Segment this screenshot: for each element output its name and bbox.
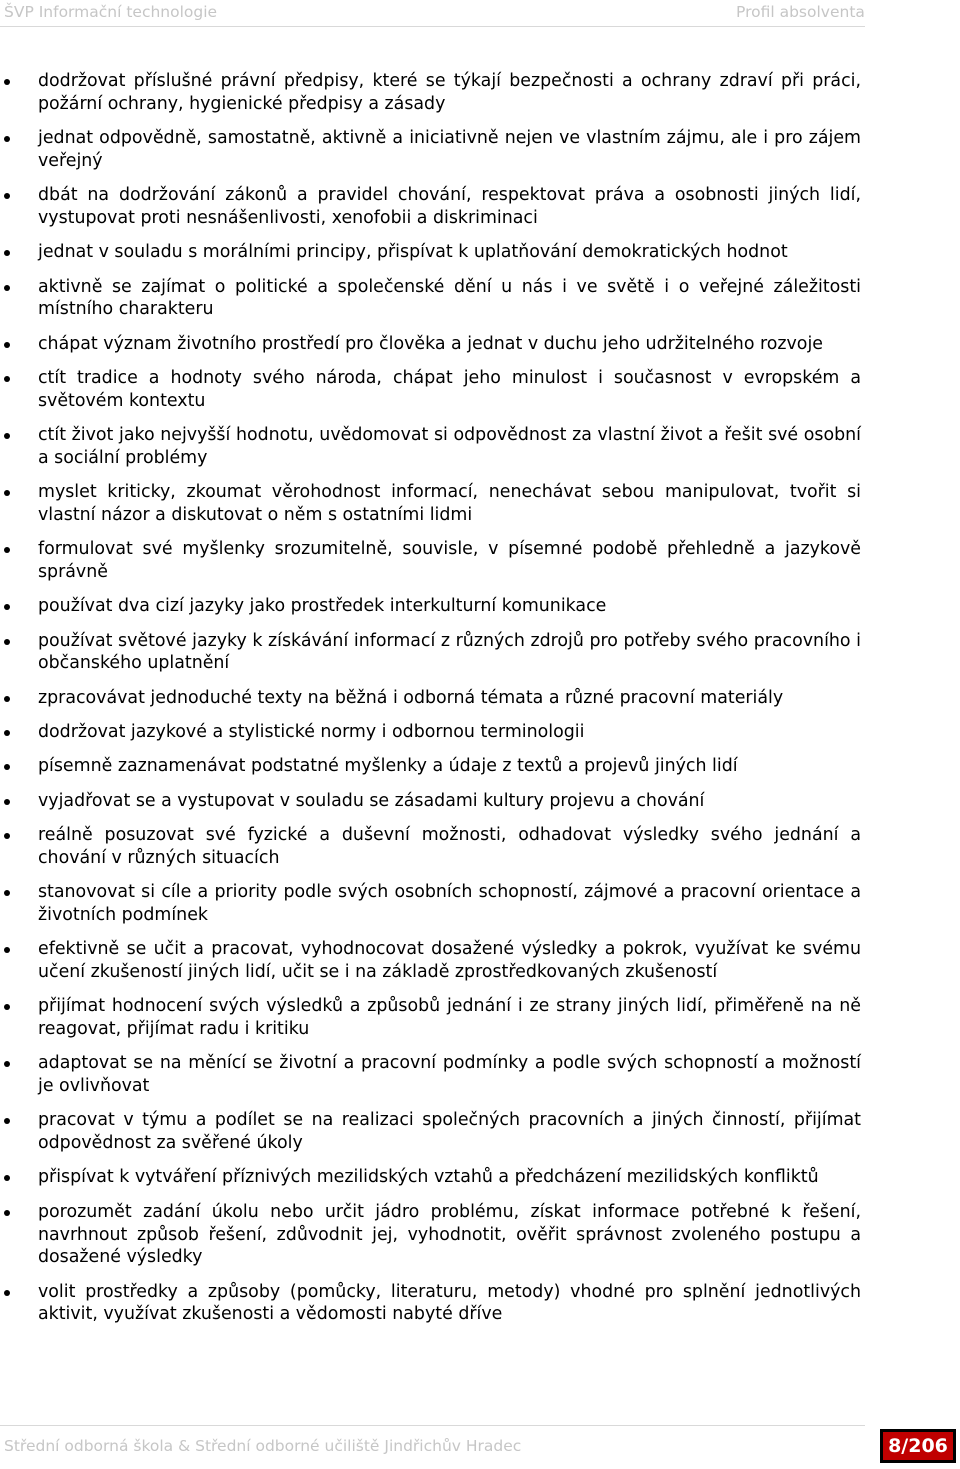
page-number: 8/206 [883, 1432, 953, 1460]
list-item [0, 595, 960, 618]
list-item [0, 538, 960, 584]
list-item [0, 184, 960, 230]
list-item [0, 424, 960, 470]
bullet-icon [4, 490, 10, 496]
list-item-text: adaptovat se na měnící se životní a pracovní podmínky a podle svých schopností a možností je ovlivňovat [38, 1053, 861, 1097]
list-item-text: ctít život jako nejvyšší hodnotu, uvědomovat si odpovědnost za vlastní život a řešit své osobní a sociální problémy [38, 425, 861, 468]
bullet-list-container [0, 70, 960, 1338]
header-document-title: ŠVP Informační technologie [4, 3, 218, 21]
bullet-icon [4, 193, 10, 199]
list-item-text: aktivně se zajímat o politické a společenské dění u nás i ve světě i o veřejné záležitosti místního charakteru [38, 276, 861, 320]
list-item-text: písemně zaznamenávat podstatné myšlenky a údaje z textů a projevů jiných lidí [38, 756, 738, 777]
bullet-icon [4, 696, 10, 702]
list-item [0, 824, 960, 870]
bullet-icon [4, 764, 10, 770]
bullet-icon [4, 285, 10, 291]
competency-list [0, 70, 960, 1326]
list-item-text: prostředky a způsoby (pomůcky, literaturu, metody) vhodné pro splnění jednotlivých aktivit, využívat zkušenosti a vědomosti nabyté dříve [38, 1281, 861, 1325]
list-item-text: reálně posuzovat své fyzické a duševní možnosti, odhadovat výsledky svého jednání a chování v různých situacích [38, 824, 861, 868]
list-item [0, 1109, 960, 1155]
bullet-icon [4, 433, 10, 439]
header-divider [0, 26, 865, 27]
bullet-icon [4, 1210, 10, 1216]
list-item [0, 687, 960, 710]
footer-school-name: Střední odborná škola & Střední odborné učiliště Jindřichův Hradec [4, 1437, 522, 1455]
list-item-text: používat světové jazyky k získávání informací z různých zdrojů pro potřeby svého pracovního i občanského uplatnění [38, 630, 861, 674]
bullet-icon [4, 136, 10, 142]
list-item [0, 881, 960, 927]
list-item [0, 276, 960, 322]
list-item-text: jednat odpovědně, samostatně, aktivně a iniciativně nejen ve vlastním zájmu, ale i pro zájem veřejný [38, 128, 861, 171]
page-header [0, 0, 960, 26]
bullet-icon [4, 79, 10, 85]
list-item-text: efektivně se učit a pracovat, vyhodnocovat dosažené výsledky a pokrok, využívat ke svému učení zkušeností jiných lidí, učit se i na základě zprostředkovaných zkušeností [38, 939, 861, 982]
list-item [0, 70, 960, 116]
list-item [0, 721, 960, 744]
list-item-prefix: volit [38, 1281, 76, 1302]
bullet-icon [4, 1004, 10, 1010]
bullet-icon [4, 604, 10, 610]
bullet-icon [4, 376, 10, 382]
bullet-icon [4, 799, 10, 805]
bullet-icon [4, 639, 10, 645]
list-item [0, 1052, 960, 1098]
list-item [0, 367, 960, 413]
list-item-text: zpracovávat jednoduché texty na běžná i odborná témata a různé pracovní materiály [38, 687, 784, 708]
list-item [0, 938, 960, 984]
bullet-icon [4, 730, 10, 736]
bullet-icon [4, 1175, 10, 1181]
footer-divider [0, 1425, 865, 1426]
list-item [0, 1281, 960, 1327]
list-item [0, 995, 960, 1041]
bullet-icon [4, 947, 10, 953]
list-item-text: ctít tradice a hodnoty svého národa, chápat jeho minulost i současnost v evropském a světovém kontextu [38, 367, 861, 411]
bullet-icon [4, 342, 10, 348]
list-item [0, 333, 960, 356]
header-section-title: Profil absolventa [736, 3, 865, 21]
list-item-text: používat dva cizí jazyky jako prostředek interkulturní komunikace [38, 596, 607, 617]
list-item [0, 790, 960, 813]
bullet-icon [4, 890, 10, 896]
list-item-text: jednat v souladu s morálními principy, přispívat k uplatňování demokratických hodnot [38, 242, 788, 263]
list-item-text: stanovovat si cíle a priority podle svých osobních schopností, zájmové a pracovní orientace a životních podmínek [38, 882, 861, 925]
list-item-text: přispívat k vytváření příznivých mezilidských vztahů a předcházení mezilidských konfliktů [38, 1167, 819, 1188]
list-item [0, 481, 960, 527]
list-item-text: přijímat hodnocení svých výsledků a způsobů jednání i ze strany jiných lidí, přiměřeně na ně reagovat, přijímat radu i kritiku [38, 996, 861, 1039]
list-item [0, 241, 960, 264]
list-item [0, 755, 960, 778]
list-item [0, 127, 960, 173]
list-item [0, 1166, 960, 1189]
bullet-icon [4, 1061, 10, 1067]
list-item-text: dbát na dodržování zákonů a pravidel chování, respektovat práva a osobnosti jiných lidí, vystupovat proti nesnášenlivosti, xenofobii a diskriminaci [38, 185, 861, 228]
bullet-icon [4, 547, 10, 553]
bullet-icon [4, 250, 10, 256]
list-item-text: myslet kriticky, zkoumat věrohodnost informací, nenechávat sebou manipulovat, tvořit si vlastní názor a diskutovat o něm s ostatními lidmi [38, 482, 861, 525]
list-item-text: chápat význam životního prostředí pro člověka a jednat v duchu jeho udržitelného rozvoje [38, 333, 823, 354]
list-item [0, 1201, 960, 1269]
list-item [0, 630, 960, 676]
list-item-text: dodržovat jazykové a stylistické normy i odbornou terminologii [38, 722, 585, 743]
list-item-text: dodržovat příslušné právní předpisy, které se týkají bezpečnosti a ochrany zdraví při práci, požární ochrany, hygienické předpisy a zásady [38, 71, 861, 114]
list-item-text: vyjadřovat se a vystupovat v souladu se zásadami kultury projevu a chování [38, 790, 705, 811]
page-number-badge [880, 1429, 956, 1463]
bullet-icon [4, 1118, 10, 1124]
list-item-text: porozumět zadání úkolu nebo určit jádro problému, získat informace potřebné k řešení, navrhnout způsob řešení, zdůvodnit jej, vyhodnotit, ověřit správnost zvoleného postupu a dosažené výsledky [38, 1201, 861, 1268]
list-item-text: pracovat v týmu a podílet se na realizaci společných pracovních a jiných činností, přijímat odpovědnost za svěřené úkoly [38, 1110, 861, 1154]
bullet-icon [4, 1290, 10, 1296]
bullet-icon [4, 833, 10, 839]
list-item-text: formulovat své myšlenky srozumitelně, souvisle, v písemné podobě přehledně a jazykově správně [38, 539, 861, 583]
